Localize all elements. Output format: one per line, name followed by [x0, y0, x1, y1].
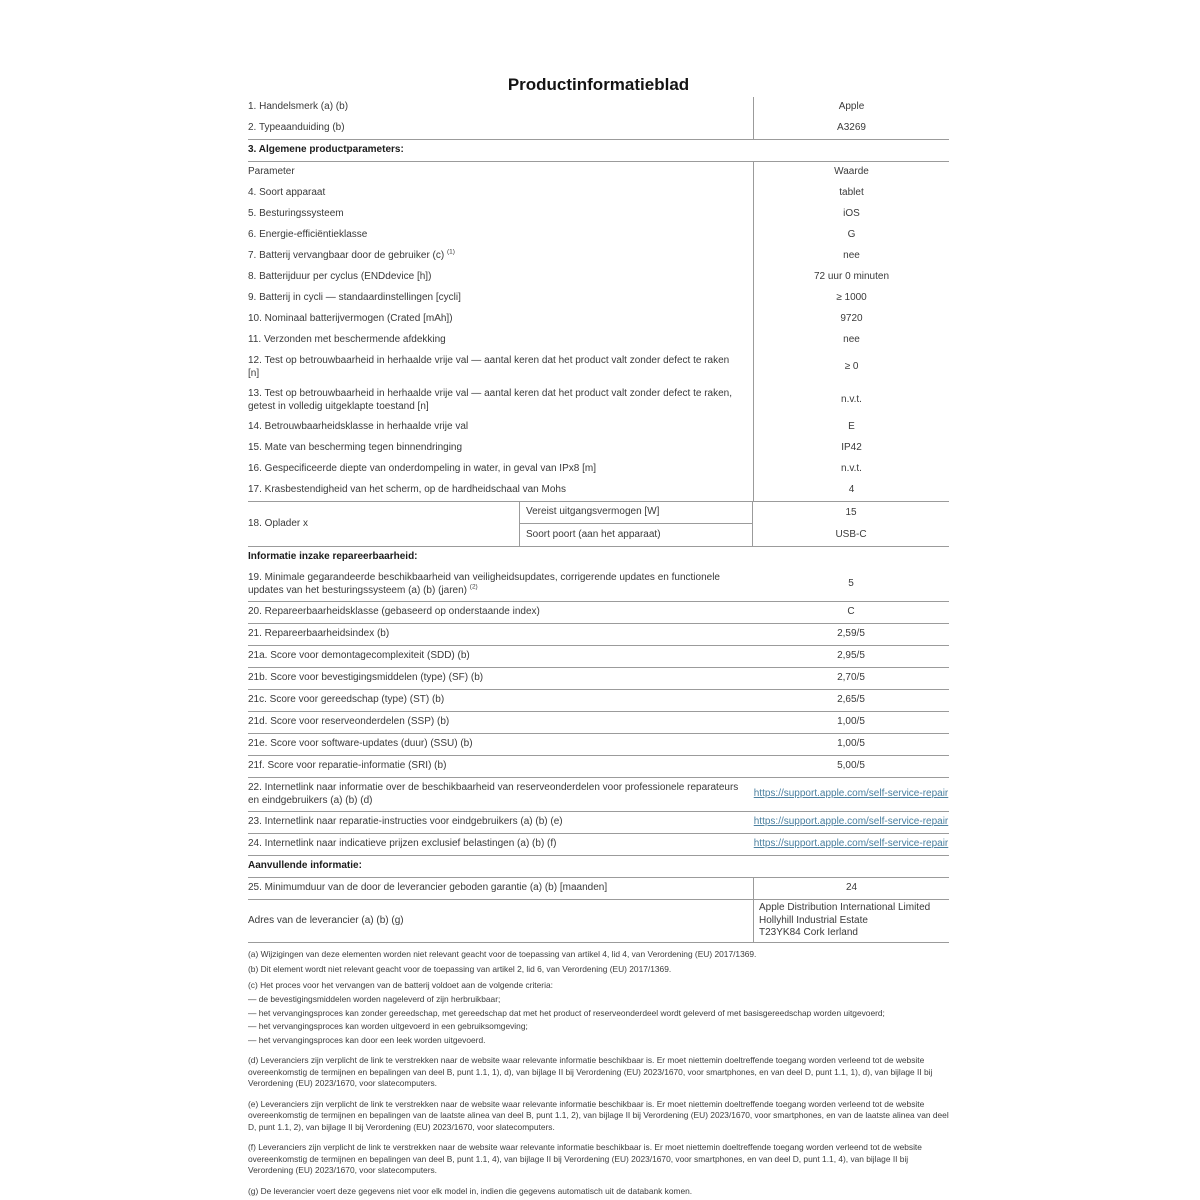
row-updates-beschikbaarheid — [248, 568, 949, 602]
row-krasbestendigheid — [248, 480, 949, 501]
section-aanvullende-informatie — [248, 856, 949, 878]
charger-sub-labels — [519, 502, 753, 546]
row-energie-efficientieklasse — [248, 225, 949, 246]
section-algemene-productparameters — [248, 140, 949, 162]
footnote-d: (d) Leveranciers zijn verplicht de link te verstrekken naar de website waar relevante informatie beschikbaar is. Er moet niettemin doeltreffende toegang worden verleend tot de website overeenkomstig de termijnen en bepalingen van deel B, punt 1.1, 1), d), van bijlage II bij Verordening (EU) 2023/1670, voor smartphones, en van deel D, punt 1.1, 1), d), van bijlage II bij Verordening (EU) 2023/1670, voor slatecomputers. — [248, 1055, 933, 1088]
support-link[interactable]: https://support.apple.com/self-service-repair — [753, 788, 949, 800]
row-label: 18. Oplader x — [248, 517, 309, 529]
row-score-st — [248, 690, 949, 712]
row-score-sri — [248, 756, 949, 778]
row-label: 21. Repareerbaarheidsindex (b) — [248, 628, 390, 640]
row-label: 19. Minimale gegarandeerde beschikbaarheid van veiligheidsupdates, corrigerende updates en functionele updates van het besturingssysteem (a) (b) (jaren) $^{(2)}$ — [248, 572, 720, 596]
row-label: 1. Handelsmerk (a) (b) — [248, 101, 349, 113]
charger-sub-label: Vereist uitgangsvermogen [W] — [520, 502, 752, 524]
row-label: 8. Batterijduur per cyclus (ENDdevice [h]) — [248, 271, 432, 283]
row-label: 21b. Score voor bevestigingsmiddelen (type) (SF) (b) — [248, 672, 484, 684]
row-label: 20. Repareerbaarheidsklasse (gebaseerd op onderstaande index) — [248, 606, 540, 618]
row-label: 13. Test op betrouwbaarheid in herhaalde vrije val — aantal keren dat het product valt zonder defect te raken, getest in volledig uitgeklapte toestand [n] — [248, 388, 733, 412]
row-value: iOS — [753, 204, 949, 225]
row-score-ssp — [248, 712, 949, 734]
row-batterij-cycli — [248, 288, 949, 309]
row-value: G — [753, 225, 949, 246]
footnote-ref-2: (2) — [469, 583, 478, 591]
row-label: 21d. Score voor reserveonderdelen (SSP) (b) — [248, 716, 450, 728]
row-oplader — [248, 501, 949, 547]
charger-sub-value: USB-C — [835, 528, 867, 540]
footnote-c: (c) Het proces voor het vervangen van de batterij voldoet aan de volgende criteria: — [248, 979, 553, 990]
row-handelsmerk — [248, 97, 949, 118]
section-title: Informatie inzake repareerbaarheid: — [248, 551, 418, 563]
row-bescherming-binnendringing — [248, 438, 949, 459]
row-link-prijzen — [248, 834, 949, 856]
row-label: 21e. Score voor software-updates (duur) (SSU) (b) — [248, 738, 473, 750]
footnote-e: (e) Leveranciers zijn verplicht de link te verstrekken naar de website waar relevante informatie beschikbaar is. Er moet niettemin doeltreffende toegang worden verleend tot de website overeenkomstig de termijnen en bepalingen van de laatste alinea van deel B, punt 1.1, 2), van bijlage II bij Verordening (EU) 2023/1670, voor smartphones, en van de laatste alinea van deel D, punt 1.1, 2), van bijlage II bij Verordening (EU) 2023/1670, voor slatecomputers. — [248, 1098, 949, 1132]
row-label: 21c. Score voor gereedschap (type) (ST) (b) — [248, 694, 445, 706]
row-adres-leverancier — [248, 900, 949, 943]
footnote-f: (f) Leveranciers zijn verplicht de link te verstrekken naar de website waar relevante informatie beschikbaar is. Er moet niettemin doeltreffende toegang worden verleend tot de website overeenkomstig de termijnen en bepalingen van deel B, punt 1.1, 4), van bijlage II bij Verordening (EU) 2023/1670, voor smartphones, en van deel D, punt 1.1, 4), van bijlage II bij Verordening (EU) 2023/1670, voor slatecomputers. — [248, 1142, 922, 1175]
row-beschermende-afdekking — [248, 330, 949, 351]
row-value: 4 — [753, 480, 949, 501]
row-value: E — [753, 417, 949, 438]
row-value: 2,95/5 — [837, 650, 865, 662]
row-value: n.v.t. — [753, 384, 949, 417]
row-value: 2,65/5 — [837, 694, 865, 706]
row-value: C — [847, 606, 855, 618]
row-label: Adres van de leverancier (a) (b) (g) — [248, 914, 404, 926]
footnotes — [248, 948, 949, 1198]
row-value — [753, 778, 949, 811]
row-label: Parameter — [248, 166, 295, 178]
footnote-c-item: — het vervangingsproces kan door een leek worden uitgevoerd. — [248, 1034, 486, 1045]
row-label: 2. Typeaanduiding (b) — [248, 122, 345, 134]
row-value: ≥ 1000 — [753, 288, 949, 309]
row-label: 21a. Score voor demontagecomplexiteit (SDD) (b) — [248, 650, 470, 662]
address-line: Hollyhill Industrial Estate — [759, 914, 868, 926]
row-label: 7. Batterij vervangbaar door de gebruiker (c) $^{(1)}$ — [248, 248, 455, 262]
charger-sub-values — [753, 502, 949, 546]
footnote-b: (b) Dit element wordt niet relevant geacht voor de toepassing van artikel 2, lid 6, van Verordening (EU) 2017/1369. — [248, 964, 672, 974]
row-typeaanduiding — [248, 118, 949, 140]
row-value: nee — [753, 246, 949, 267]
footnote-a: (a) Wijzigingen van deze elementen worden niet relevant geacht voor de toepassing van artikel 4, lid 4, van Verordening (EU) 2017/1369. — [248, 948, 757, 959]
product-table — [248, 97, 949, 943]
row-value: 5 — [848, 578, 854, 590]
row-value — [753, 812, 949, 833]
row-label: 24. Internetlink naar indicatieve prijzen exclusief belastingen (a) (b) (f) — [248, 838, 557, 850]
row-value: n.v.t. — [753, 459, 949, 480]
row-value: 1,00/5 — [837, 738, 865, 750]
row-link-reserveonderdelen — [248, 778, 949, 812]
row-label: 25. Minimumduur van de door de leverancier geboden garantie (a) (b) [maanden] — [248, 882, 608, 894]
row-label: 21f. Score voor reparatie-informatie (SRI) (b) — [248, 760, 447, 772]
row-label: 9. Batterij in cycli — standaardinstellingen [cycli] — [248, 292, 461, 304]
row-value: 72 uur 0 minuten — [753, 267, 949, 288]
row-valtest — [248, 351, 949, 384]
row-label: 15. Mate van bescherming tegen binnendringing — [248, 442, 463, 454]
row-score-ssu — [248, 734, 949, 756]
row-label: 16. Gespecificeerde diepte van onderdompeling in water, in geval van IPx8 [m] — [248, 463, 596, 475]
row-value: 2,70/5 — [837, 672, 865, 684]
row-label: 5. Besturingssysteem — [248, 208, 344, 220]
row-value: 9720 — [753, 309, 949, 330]
row-label: 11. Verzonden met beschermende afdekking — [248, 334, 446, 346]
row-value: IP42 — [753, 438, 949, 459]
row-label: 17. Krasbestendigheid van het scherm, op de hardheidschaal van Mohs — [248, 484, 566, 496]
row-value: ≥ 0 — [753, 351, 949, 384]
row-nominaal-batterijvermogen — [248, 309, 949, 330]
supplier-address — [753, 900, 949, 942]
row-batterijduur — [248, 267, 949, 288]
row-onderdompeling — [248, 459, 949, 480]
charger-sub-value: 15 — [845, 506, 857, 518]
product-info-sheet — [248, 75, 949, 1197]
support-link[interactable]: https://support.apple.com/self-service-repair — [753, 838, 949, 850]
row-betrouwbaarheidsklasse — [248, 417, 949, 438]
row-label: 23. Internetlink naar reparatie-instructies voor eindgebruikers (a) (b) (e) — [248, 816, 563, 828]
address-line: Apple Distribution International Limited — [759, 902, 931, 913]
footnote-ref-1: (1) — [447, 248, 455, 256]
footnote-c-item: — het vervangingsproces kan worden uitgevoerd in een gebruiksomgeving; — [248, 1021, 528, 1031]
row-value: 5,00/5 — [837, 760, 865, 772]
section-title: 3. Algemene productparameters: — [248, 144, 404, 156]
row-repareerbaarheidsindex — [248, 624, 949, 646]
row-soort-apparaat — [248, 183, 949, 204]
row-value: Apple — [753, 97, 949, 118]
footnote-c-item: — de bevestigingsmiddelen worden nageleverd of zijn herbruikbaar; — [248, 994, 501, 1004]
row-label: 22. Internetlink naar informatie over de beschikbaarheid van reserveonderdelen voor professionele reparateurs en eindgebruikers (a) (b) (d) — [248, 782, 739, 806]
row-label: 10. Nominaal batterijvermogen (Crated [mAh]) — [248, 313, 453, 325]
row-value: 24 — [753, 878, 949, 899]
support-link[interactable]: https://support.apple.com/self-service-repair — [753, 816, 949, 828]
row-value: Waarde — [753, 162, 949, 183]
row-value: 1,00/5 — [837, 716, 865, 728]
row-label: 4. Soort apparaat — [248, 187, 326, 199]
row-repareerbaarheidsklasse — [248, 602, 949, 624]
row-label: 14. Betrouwbaarheidsklasse in herhaalde vrije val — [248, 421, 469, 433]
page-title: Productinformatieblad — [507, 75, 690, 94]
row-link-reparatie-instructies — [248, 812, 949, 834]
section-repareerbaarheid — [248, 547, 949, 568]
row-parameter-header — [248, 162, 949, 183]
row-value: A3269 — [753, 118, 949, 139]
charger-sub-label: Soort poort (aan het apparaat) — [526, 528, 661, 540]
row-value: 2,59/5 — [837, 628, 865, 640]
row-valtest-uitgeklapt — [248, 384, 949, 417]
address-line: T23YK84 Cork Ierland — [759, 927, 858, 938]
section-title: Aanvullende informatie: — [248, 860, 362, 872]
footnote-c-item: — het vervangingsproces kan zonder gereedschap, met gereedschap dat met het product of reserveonderdeel wordt geleverd of met basisgereedschap worden uitgevoerd; — [248, 1007, 885, 1018]
row-label: 12. Test op betrouwbaarheid in herhaalde vrije val — aantal keren dat het product valt zonder defect te raken [n] — [248, 355, 730, 379]
row-value: tablet — [753, 183, 949, 204]
row-label: 6. Energie-efficiëntieklasse — [248, 229, 368, 241]
row-value — [753, 834, 949, 855]
row-score-sf — [248, 668, 949, 690]
footnote-g: (g) De leverancier voert deze gegevens niet voor elk model in, indien die gegevens automatisch uit de databank komen. — [248, 1185, 693, 1196]
row-garantie — [248, 878, 949, 900]
row-besturingssysteem — [248, 204, 949, 225]
row-batterij-vervangbaar — [248, 246, 949, 267]
row-score-sdd — [248, 646, 949, 668]
row-value: nee — [753, 330, 949, 351]
